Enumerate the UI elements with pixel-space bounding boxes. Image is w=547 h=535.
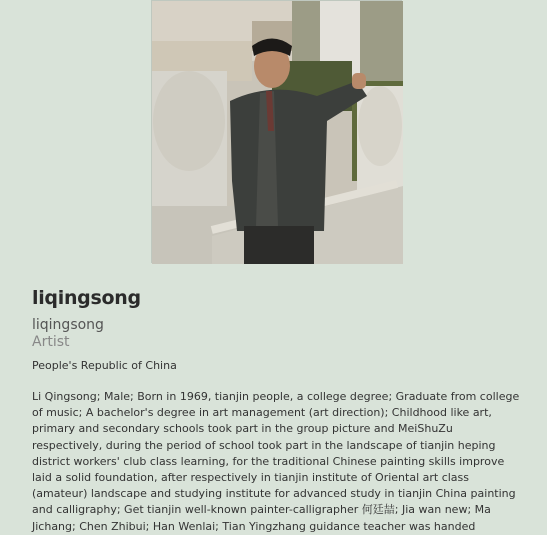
artist-role: Artist <box>32 334 70 350</box>
artist-heading: liqingsong <box>32 287 141 309</box>
artist-bio: Li Qingsong; Male; Born in 1969, tianjin people, a college degree; Graduate from college of music; A bachelor's degree in art management (art direction); Childhood like art, primary and secondary schools took part in the group picture and MeiShuZu respectively, during the period of school took part in the landscape of tianjin heping district workers' club class learning, for the traditional Chinese painting skills improve laid a solid foundation, after respectively in tianjin institute of Oriental art class (amateur) landscape and studying institute for advanced study in tianjin China painting and calligraphy; Get tianjin well-known painter-calligrapher 何廷喆; Jia wan new; Ma Jichang; Chen Zhibui; Han Wenlai; Tian Yingzhang guidance teacher was handed <box>32 390 520 533</box>
artist-country: People's Republic of China <box>32 359 177 372</box>
artist-name: liqingsong <box>32 317 104 333</box>
artist-info <box>32 287 520 533</box>
artist-photo <box>151 0 402 263</box>
